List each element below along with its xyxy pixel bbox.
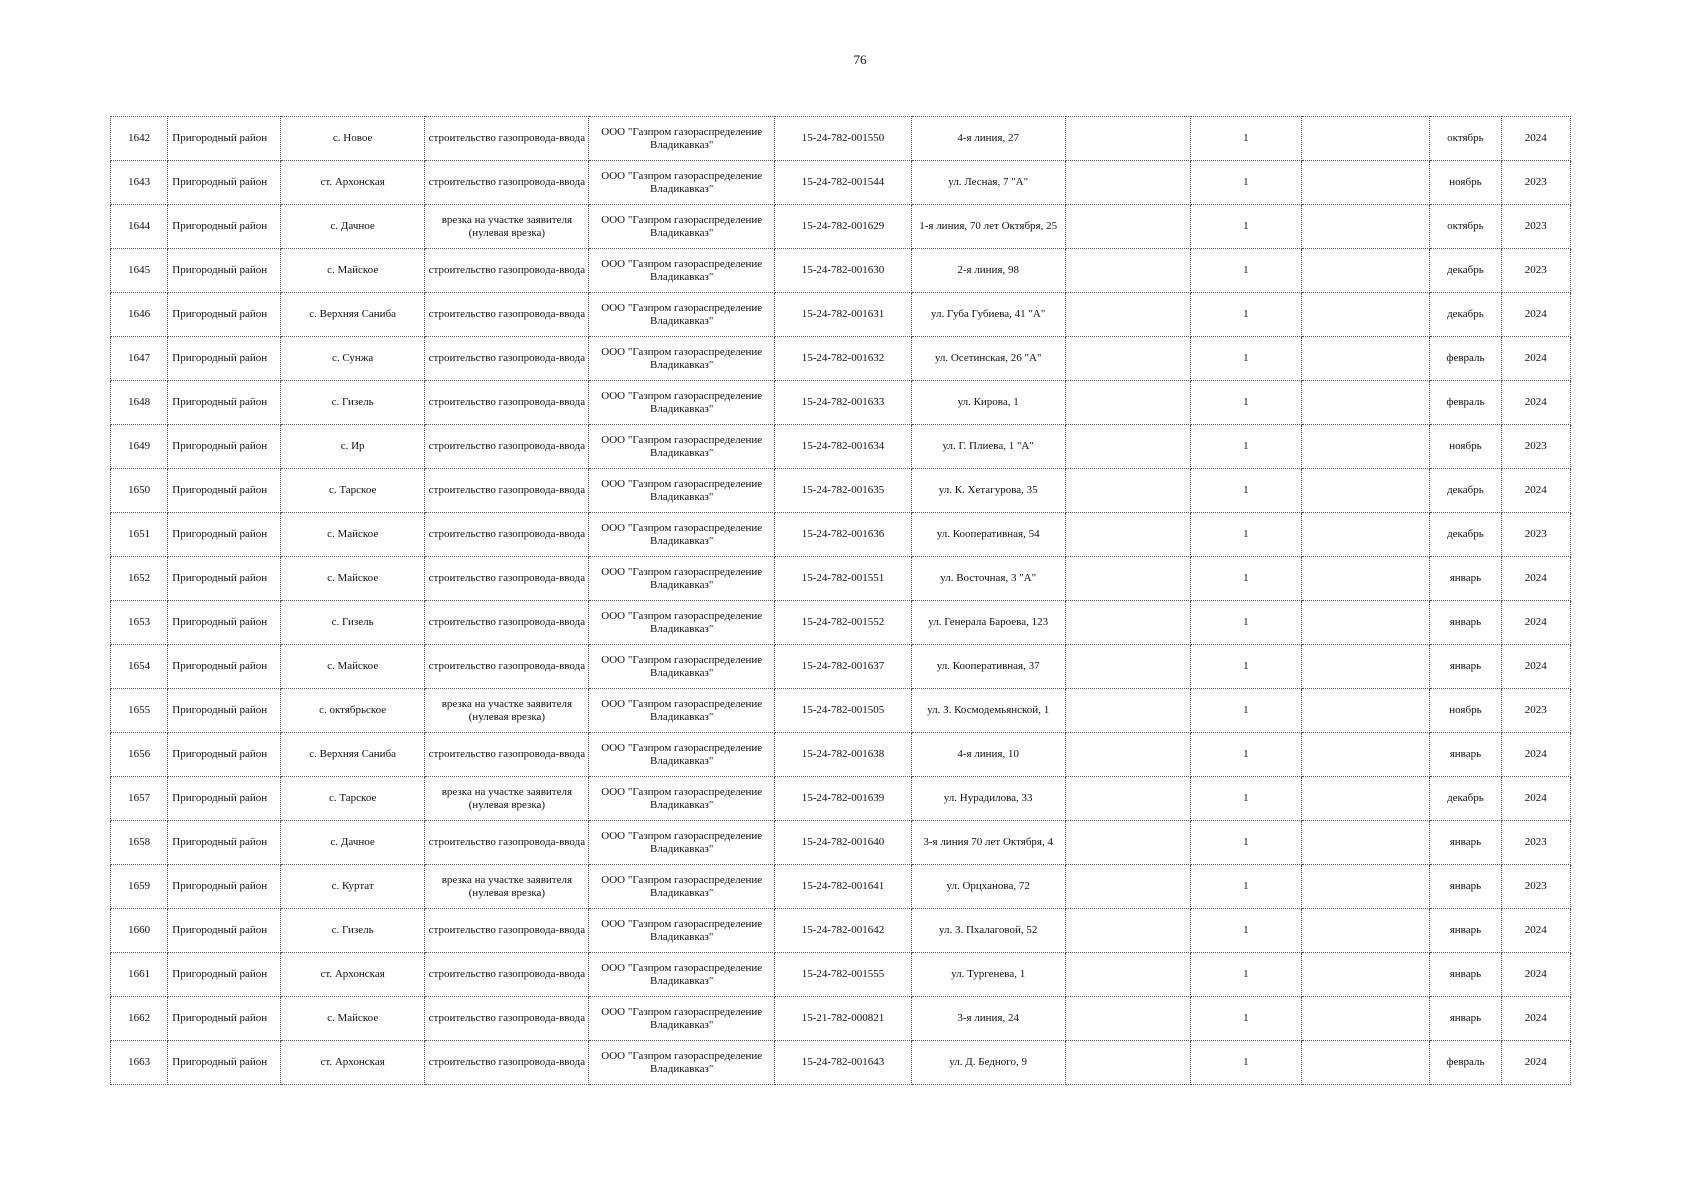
- month-cell: февраль: [1430, 381, 1501, 425]
- quantity-cell: 1: [1191, 645, 1302, 689]
- address-cell: ул. Осетинская, 26 "А": [911, 337, 1065, 381]
- table-row: [111, 381, 1571, 425]
- organization-cell: ООО "Газпром газораспределение Владикавказ": [589, 997, 775, 1041]
- month-cell: октябрь: [1430, 205, 1501, 249]
- empty-cell: [1301, 821, 1430, 865]
- district-cell: Пригородный район: [168, 557, 281, 601]
- quantity-cell: 1: [1191, 733, 1302, 777]
- address-cell: ул. З. Пхалаговой, 52: [911, 909, 1065, 953]
- organization-cell: ООО "Газпром газораспределение Владикавказ": [589, 777, 775, 821]
- district-cell: Пригородный район: [168, 1041, 281, 1085]
- organization-cell: ООО "Газпром газораспределение Владикавказ": [589, 381, 775, 425]
- empty-cell: [1065, 249, 1191, 293]
- month-cell: январь: [1430, 953, 1501, 997]
- month-cell: январь: [1430, 821, 1501, 865]
- work-type-cell: строительство газопровода-ввода: [425, 117, 589, 161]
- month-cell: январь: [1430, 557, 1501, 601]
- quantity-cell: 1: [1191, 205, 1302, 249]
- work-type-cell: строительство газопровода-ввода: [425, 1041, 589, 1085]
- quantity-cell: 1: [1191, 865, 1302, 909]
- code-cell: 15-24-782-001640: [775, 821, 912, 865]
- row-number-cell: 1660: [111, 909, 168, 953]
- table-row: [111, 513, 1571, 557]
- settlement-cell: с. Дачное: [280, 205, 425, 249]
- row-number-cell: 1646: [111, 293, 168, 337]
- month-cell: декабрь: [1430, 293, 1501, 337]
- settlement-cell: с. Ир: [280, 425, 425, 469]
- organization-cell: ООО "Газпром газораспределение Владикавказ": [589, 469, 775, 513]
- month-cell: ноябрь: [1430, 425, 1501, 469]
- code-cell: 15-24-782-001633: [775, 381, 912, 425]
- empty-cell: [1301, 997, 1430, 1041]
- row-number-cell: 1656: [111, 733, 168, 777]
- code-cell: 15-24-782-001551: [775, 557, 912, 601]
- row-number-cell: 1659: [111, 865, 168, 909]
- table-row: [111, 997, 1571, 1041]
- empty-cell: [1065, 161, 1191, 205]
- empty-cell: [1301, 1041, 1430, 1085]
- code-cell: 15-24-782-001637: [775, 645, 912, 689]
- work-type-cell: строительство газопровода-ввода: [425, 161, 589, 205]
- month-cell: январь: [1430, 865, 1501, 909]
- empty-cell: [1301, 425, 1430, 469]
- code-cell: 15-24-782-001552: [775, 601, 912, 645]
- empty-cell: [1065, 777, 1191, 821]
- row-number-cell: 1663: [111, 1041, 168, 1085]
- address-cell: ул. Нурадилова, 33: [911, 777, 1065, 821]
- district-cell: Пригородный район: [168, 733, 281, 777]
- month-cell: январь: [1430, 997, 1501, 1041]
- month-cell: январь: [1430, 601, 1501, 645]
- organization-cell: ООО "Газпром газораспределение Владикавказ": [589, 953, 775, 997]
- row-number-cell: 1648: [111, 381, 168, 425]
- table-row: [111, 1041, 1571, 1085]
- table-row: [111, 601, 1571, 645]
- year-cell: 2024: [1501, 777, 1570, 821]
- address-cell: ул. З. Космодемьянской, 1: [911, 689, 1065, 733]
- code-cell: 15-24-782-001643: [775, 1041, 912, 1085]
- empty-cell: [1301, 645, 1430, 689]
- organization-cell: ООО "Газпром газораспределение Владикавказ": [589, 865, 775, 909]
- empty-cell: [1065, 953, 1191, 997]
- year-cell: 2024: [1501, 733, 1570, 777]
- district-cell: Пригородный район: [168, 381, 281, 425]
- work-type-cell: строительство газопровода-ввода: [425, 645, 589, 689]
- district-cell: Пригородный район: [168, 689, 281, 733]
- code-cell: 15-24-782-001550: [775, 117, 912, 161]
- empty-cell: [1065, 513, 1191, 557]
- address-cell: ул. К. Хетагурова, 35: [911, 469, 1065, 513]
- organization-cell: ООО "Газпром газораспределение Владикавказ": [589, 557, 775, 601]
- organization-cell: ООО "Газпром газораспределение Владикавказ": [589, 1041, 775, 1085]
- work-type-cell: строительство газопровода-ввода: [425, 425, 589, 469]
- settlement-cell: с. Майское: [280, 997, 425, 1041]
- work-type-cell: строительство газопровода-ввода: [425, 469, 589, 513]
- address-cell: 1-я линия, 70 лет Октября, 25: [911, 205, 1065, 249]
- work-type-cell: строительство газопровода-ввода: [425, 557, 589, 601]
- organization-cell: ООО "Газпром газораспределение Владикавказ": [589, 733, 775, 777]
- quantity-cell: 1: [1191, 117, 1302, 161]
- table-row: [111, 645, 1571, 689]
- month-cell: январь: [1430, 645, 1501, 689]
- address-cell: ул. Д. Бедного, 9: [911, 1041, 1065, 1085]
- quantity-cell: 1: [1191, 513, 1302, 557]
- year-cell: 2024: [1501, 953, 1570, 997]
- empty-cell: [1301, 733, 1430, 777]
- work-type-cell: врезка на участке заявителя (нулевая врезка): [425, 865, 589, 909]
- quantity-cell: 1: [1191, 425, 1302, 469]
- address-cell: ул. Орцханова, 72: [911, 865, 1065, 909]
- year-cell: 2024: [1501, 293, 1570, 337]
- code-cell: 15-21-782-000821: [775, 997, 912, 1041]
- empty-cell: [1301, 557, 1430, 601]
- gasification-table: [110, 116, 1571, 1085]
- empty-cell: [1301, 601, 1430, 645]
- work-type-cell: врезка на участке заявителя (нулевая врезка): [425, 205, 589, 249]
- work-type-cell: врезка на участке заявителя (нулевая врезка): [425, 689, 589, 733]
- empty-cell: [1301, 293, 1430, 337]
- month-cell: февраль: [1430, 337, 1501, 381]
- table-row: [111, 425, 1571, 469]
- organization-cell: ООО "Газпром газораспределение Владикавказ": [589, 645, 775, 689]
- district-cell: Пригородный район: [168, 645, 281, 689]
- quantity-cell: 1: [1191, 953, 1302, 997]
- empty-cell: [1065, 557, 1191, 601]
- empty-cell: [1301, 117, 1430, 161]
- quantity-cell: 1: [1191, 293, 1302, 337]
- address-cell: 4-я линия, 10: [911, 733, 1065, 777]
- organization-cell: ООО "Газпром газораспределение Владикавказ": [589, 117, 775, 161]
- address-cell: ул. Генерала Бароева, 123: [911, 601, 1065, 645]
- table-row: [111, 249, 1571, 293]
- quantity-cell: 1: [1191, 337, 1302, 381]
- month-cell: декабрь: [1430, 513, 1501, 557]
- empty-cell: [1301, 909, 1430, 953]
- settlement-cell: с. Сунжа: [280, 337, 425, 381]
- code-cell: 15-24-782-001505: [775, 689, 912, 733]
- organization-cell: ООО "Газпром газораспределение Владикавказ": [589, 337, 775, 381]
- district-cell: Пригородный район: [168, 425, 281, 469]
- table-row: [111, 689, 1571, 733]
- organization-cell: ООО "Газпром газораспределение Владикавказ": [589, 293, 775, 337]
- month-cell: ноябрь: [1430, 161, 1501, 205]
- table-row: [111, 909, 1571, 953]
- empty-cell: [1065, 733, 1191, 777]
- empty-cell: [1065, 293, 1191, 337]
- empty-cell: [1301, 865, 1430, 909]
- empty-cell: [1065, 205, 1191, 249]
- month-cell: декабрь: [1430, 469, 1501, 513]
- quantity-cell: 1: [1191, 689, 1302, 733]
- district-cell: Пригородный район: [168, 337, 281, 381]
- address-cell: ул. Лесная, 7 "А": [911, 161, 1065, 205]
- address-cell: 2-я линия, 98: [911, 249, 1065, 293]
- month-cell: декабрь: [1430, 777, 1501, 821]
- code-cell: 15-24-782-001635: [775, 469, 912, 513]
- address-cell: 3-я линия, 24: [911, 997, 1065, 1041]
- month-cell: февраль: [1430, 1041, 1501, 1085]
- settlement-cell: с. Майское: [280, 513, 425, 557]
- row-number-cell: 1645: [111, 249, 168, 293]
- district-cell: Пригородный район: [168, 161, 281, 205]
- settlement-cell: с. Верхняя Саниба: [280, 733, 425, 777]
- row-number-cell: 1643: [111, 161, 168, 205]
- work-type-cell: строительство газопровода-ввода: [425, 909, 589, 953]
- empty-cell: [1301, 953, 1430, 997]
- code-cell: 15-24-782-001632: [775, 337, 912, 381]
- settlement-cell: с. Верхняя Саниба: [280, 293, 425, 337]
- address-cell: ул. Восточная, 3 "А": [911, 557, 1065, 601]
- year-cell: 2024: [1501, 117, 1570, 161]
- row-number-cell: 1653: [111, 601, 168, 645]
- table-row: [111, 337, 1571, 381]
- code-cell: 15-24-782-001631: [775, 293, 912, 337]
- district-cell: Пригородный район: [168, 953, 281, 997]
- settlement-cell: с. Новое: [280, 117, 425, 161]
- year-cell: 2023: [1501, 205, 1570, 249]
- quantity-cell: 1: [1191, 777, 1302, 821]
- year-cell: 2024: [1501, 997, 1570, 1041]
- settlement-cell: ст. Архонская: [280, 1041, 425, 1085]
- settlement-cell: с. Куртат: [280, 865, 425, 909]
- organization-cell: ООО "Газпром газораспределение Владикавказ": [589, 909, 775, 953]
- empty-cell: [1301, 381, 1430, 425]
- work-type-cell: строительство газопровода-ввода: [425, 381, 589, 425]
- address-cell: 3-я линия 70 лет Октября, 4: [911, 821, 1065, 865]
- year-cell: 2024: [1501, 601, 1570, 645]
- address-cell: 4-я линия, 27: [911, 117, 1065, 161]
- address-cell: ул. Кирова, 1: [911, 381, 1065, 425]
- work-type-cell: строительство газопровода-ввода: [425, 293, 589, 337]
- month-cell: ноябрь: [1430, 689, 1501, 733]
- empty-cell: [1065, 381, 1191, 425]
- empty-cell: [1301, 249, 1430, 293]
- year-cell: 2024: [1501, 469, 1570, 513]
- year-cell: 2024: [1501, 337, 1570, 381]
- row-number-cell: 1647: [111, 337, 168, 381]
- district-cell: Пригородный район: [168, 821, 281, 865]
- year-cell: 2023: [1501, 865, 1570, 909]
- year-cell: 2023: [1501, 689, 1570, 733]
- district-cell: Пригородный район: [168, 469, 281, 513]
- empty-cell: [1065, 1041, 1191, 1085]
- empty-cell: [1065, 909, 1191, 953]
- organization-cell: ООО "Газпром газораспределение Владикавказ": [589, 821, 775, 865]
- district-cell: Пригородный район: [168, 513, 281, 557]
- row-number-cell: 1644: [111, 205, 168, 249]
- code-cell: 15-24-782-001634: [775, 425, 912, 469]
- address-cell: ул. Кооперативная, 54: [911, 513, 1065, 557]
- code-cell: 15-24-782-001629: [775, 205, 912, 249]
- row-number-cell: 1654: [111, 645, 168, 689]
- row-number-cell: 1655: [111, 689, 168, 733]
- settlement-cell: ст. Архонская: [280, 953, 425, 997]
- district-cell: Пригородный район: [168, 997, 281, 1041]
- code-cell: 15-24-782-001639: [775, 777, 912, 821]
- work-type-cell: строительство газопровода-ввода: [425, 249, 589, 293]
- district-cell: Пригородный район: [168, 865, 281, 909]
- code-cell: 15-24-782-001638: [775, 733, 912, 777]
- table-row: [111, 293, 1571, 337]
- empty-cell: [1065, 469, 1191, 513]
- table-body: [111, 117, 1571, 1085]
- work-type-cell: строительство газопровода-ввода: [425, 821, 589, 865]
- table-row: [111, 865, 1571, 909]
- settlement-cell: с. Майское: [280, 557, 425, 601]
- work-type-cell: строительство газопровода-ввода: [425, 997, 589, 1041]
- empty-cell: [1065, 821, 1191, 865]
- row-number-cell: 1642: [111, 117, 168, 161]
- empty-cell: [1301, 205, 1430, 249]
- empty-cell: [1301, 777, 1430, 821]
- work-type-cell: строительство газопровода-ввода: [425, 733, 589, 777]
- table-row: [111, 205, 1571, 249]
- month-cell: январь: [1430, 909, 1501, 953]
- district-cell: Пригородный район: [168, 249, 281, 293]
- table-row: [111, 117, 1571, 161]
- quantity-cell: 1: [1191, 601, 1302, 645]
- quantity-cell: 1: [1191, 161, 1302, 205]
- work-type-cell: строительство газопровода-ввода: [425, 953, 589, 997]
- table-row: [111, 953, 1571, 997]
- year-cell: 2024: [1501, 557, 1570, 601]
- quantity-cell: 1: [1191, 1041, 1302, 1085]
- district-cell: Пригородный район: [168, 117, 281, 161]
- year-cell: 2024: [1501, 909, 1570, 953]
- year-cell: 2024: [1501, 1041, 1570, 1085]
- address-cell: ул. Г. Плиева, 1 "А": [911, 425, 1065, 469]
- settlement-cell: с. Тарское: [280, 777, 425, 821]
- quantity-cell: 1: [1191, 821, 1302, 865]
- empty-cell: [1301, 689, 1430, 733]
- quantity-cell: 1: [1191, 997, 1302, 1041]
- quantity-cell: 1: [1191, 381, 1302, 425]
- quantity-cell: 1: [1191, 469, 1302, 513]
- empty-cell: [1065, 117, 1191, 161]
- address-cell: ул. Кооперативная, 37: [911, 645, 1065, 689]
- address-cell: ул. Тургенева, 1: [911, 953, 1065, 997]
- quantity-cell: 1: [1191, 249, 1302, 293]
- quantity-cell: 1: [1191, 909, 1302, 953]
- code-cell: 15-24-782-001642: [775, 909, 912, 953]
- row-number-cell: 1651: [111, 513, 168, 557]
- district-cell: Пригородный район: [168, 293, 281, 337]
- district-cell: Пригородный район: [168, 205, 281, 249]
- work-type-cell: строительство газопровода-ввода: [425, 601, 589, 645]
- empty-cell: [1065, 865, 1191, 909]
- table-row: [111, 733, 1571, 777]
- table-row: [111, 469, 1571, 513]
- empty-cell: [1065, 425, 1191, 469]
- year-cell: 2023: [1501, 821, 1570, 865]
- work-type-cell: строительство газопровода-ввода: [425, 513, 589, 557]
- row-number-cell: 1650: [111, 469, 168, 513]
- empty-cell: [1065, 689, 1191, 733]
- district-cell: Пригородный район: [168, 601, 281, 645]
- code-cell: 15-24-782-001544: [775, 161, 912, 205]
- settlement-cell: с. октябрьское: [280, 689, 425, 733]
- district-cell: Пригородный район: [168, 909, 281, 953]
- code-cell: 15-24-782-001630: [775, 249, 912, 293]
- organization-cell: ООО "Газпром газораспределение Владикавказ": [589, 513, 775, 557]
- month-cell: январь: [1430, 733, 1501, 777]
- month-cell: октябрь: [1430, 117, 1501, 161]
- work-type-cell: строительство газопровода-ввода: [425, 337, 589, 381]
- empty-cell: [1065, 601, 1191, 645]
- district-cell: Пригородный район: [168, 777, 281, 821]
- settlement-cell: с. Гизель: [280, 381, 425, 425]
- settlement-cell: с. Гизель: [280, 909, 425, 953]
- organization-cell: ООО "Газпром газораспределение Владикавказ": [589, 205, 775, 249]
- organization-cell: ООО "Газпром газораспределение Владикавказ": [589, 161, 775, 205]
- row-number-cell: 1662: [111, 997, 168, 1041]
- settlement-cell: с. Майское: [280, 645, 425, 689]
- settlement-cell: ст. Архонская: [280, 161, 425, 205]
- empty-cell: [1301, 161, 1430, 205]
- organization-cell: ООО "Газпром газораспределение Владикавказ": [589, 425, 775, 469]
- organization-cell: ООО "Газпром газораспределение Владикавказ": [589, 689, 775, 733]
- year-cell: 2023: [1501, 161, 1570, 205]
- page-number: 76: [853, 52, 867, 67]
- code-cell: 15-24-782-001641: [775, 865, 912, 909]
- row-number-cell: 1652: [111, 557, 168, 601]
- row-number-cell: 1658: [111, 821, 168, 865]
- row-number-cell: 1661: [111, 953, 168, 997]
- code-cell: 15-24-782-001555: [775, 953, 912, 997]
- work-type-cell: врезка на участке заявителя (нулевая врезка): [425, 777, 589, 821]
- year-cell: 2024: [1501, 381, 1570, 425]
- year-cell: 2023: [1501, 249, 1570, 293]
- table-row: [111, 821, 1571, 865]
- organization-cell: ООО "Газпром газораспределение Владикавказ": [589, 601, 775, 645]
- settlement-cell: с. Гизель: [280, 601, 425, 645]
- empty-cell: [1301, 513, 1430, 557]
- row-number-cell: 1657: [111, 777, 168, 821]
- table-row: [111, 777, 1571, 821]
- row-number-cell: 1649: [111, 425, 168, 469]
- code-cell: 15-24-782-001636: [775, 513, 912, 557]
- empty-cell: [1065, 997, 1191, 1041]
- table-row: [111, 161, 1571, 205]
- settlement-cell: с. Майское: [280, 249, 425, 293]
- empty-cell: [1301, 469, 1430, 513]
- year-cell: 2024: [1501, 645, 1570, 689]
- table-row: [111, 557, 1571, 601]
- empty-cell: [1065, 337, 1191, 381]
- address-cell: ул. Губа Губиева, 41 "А": [911, 293, 1065, 337]
- empty-cell: [1301, 337, 1430, 381]
- month-cell: декабрь: [1430, 249, 1501, 293]
- quantity-cell: 1: [1191, 557, 1302, 601]
- year-cell: 2023: [1501, 513, 1570, 557]
- settlement-cell: с. Дачное: [280, 821, 425, 865]
- organization-cell: ООО "Газпром газораспределение Владикавказ": [589, 249, 775, 293]
- year-cell: 2023: [1501, 425, 1570, 469]
- empty-cell: [1065, 645, 1191, 689]
- settlement-cell: с. Тарское: [280, 469, 425, 513]
